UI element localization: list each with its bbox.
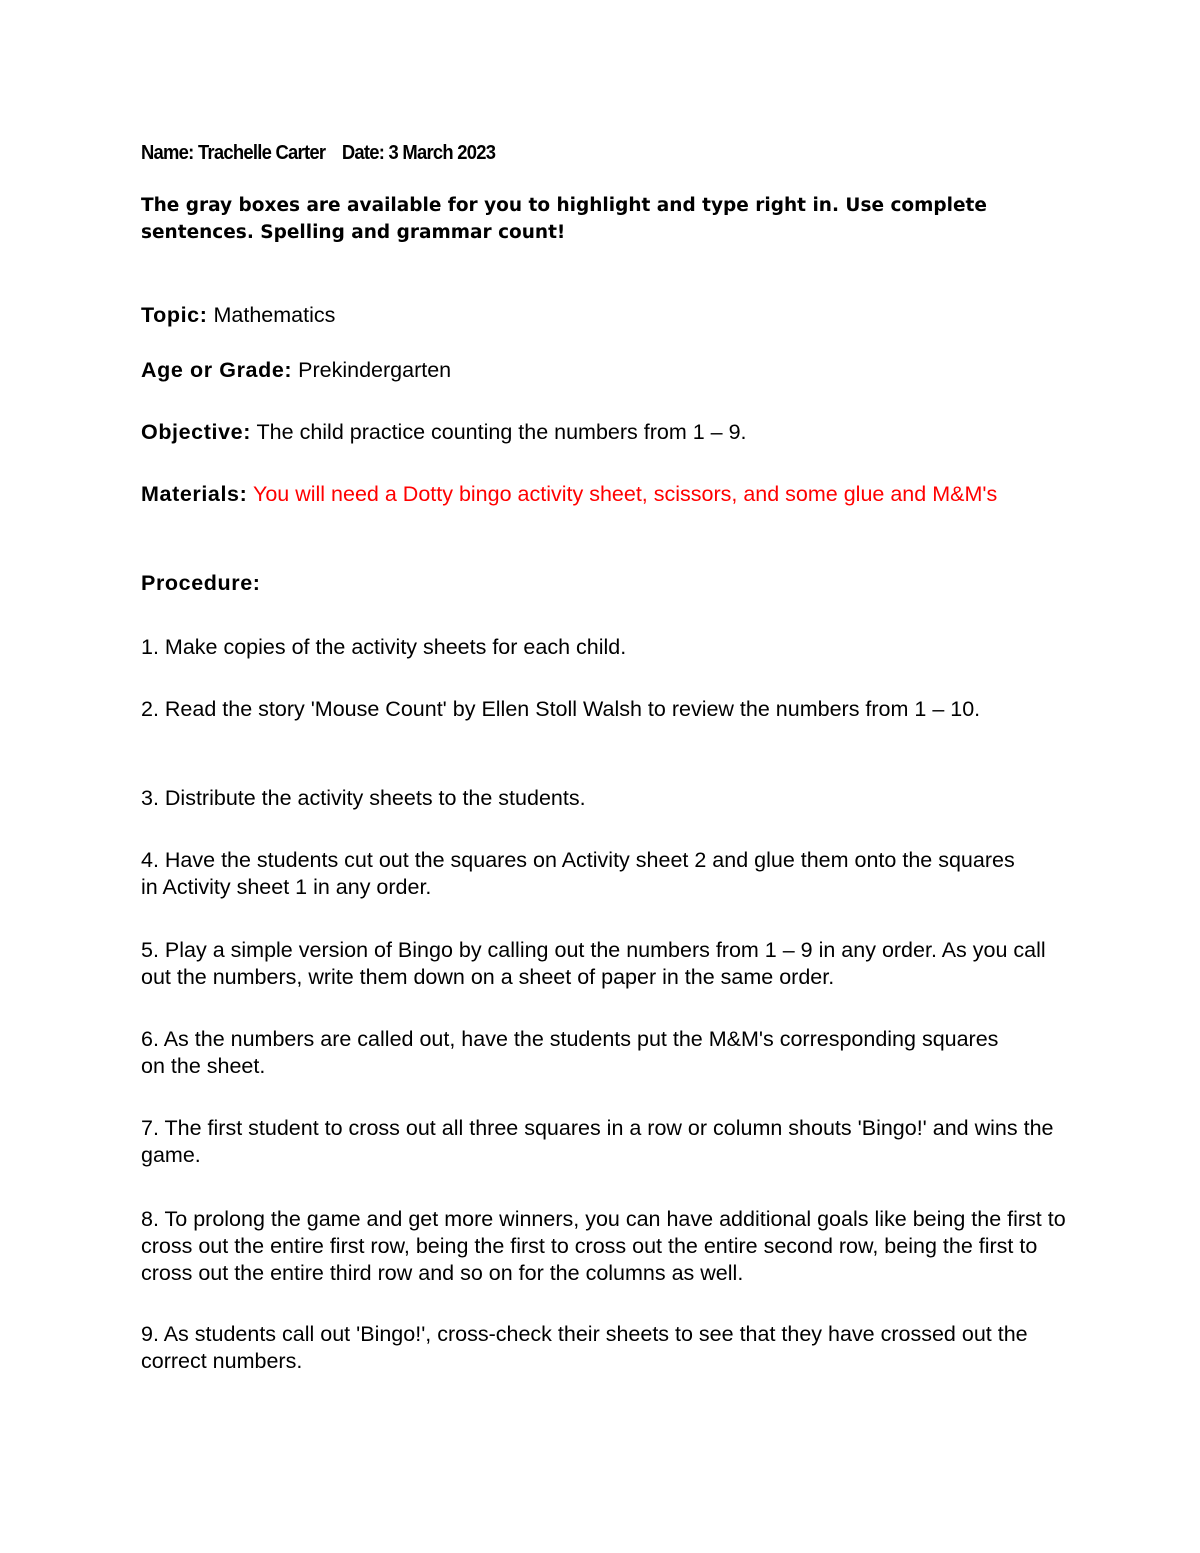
procedure-step-8: 8. To prolong the game and get more winners, you can have additional goals like being the first to cross out the entire first row, being the first to cross out the entire second row, being the first to cross out the entire third row and so on for the columns as well. xyxy=(141,1207,1066,1285)
procedure-heading xyxy=(141,570,1041,597)
procedure-step-3: 3. Distribute the activity sheets to the students. xyxy=(141,786,586,810)
materials-field xyxy=(141,481,1021,508)
procedure-step-6: 6. As the numbers are called out, have the students put the M&M's corresponding squares on the sheet. xyxy=(141,1027,999,1078)
materials-value: You will need a Dotty bingo activity sheet, scissors, and some glue and M&M's xyxy=(252,482,998,506)
topic-label: Topic: xyxy=(141,303,208,327)
materials-label: Materials: xyxy=(141,482,248,506)
procedure-step-5: 5. Play a simple version of Bingo by calling out the numbers from 1 – 9 in any order. As you call out the numbers, write them down on a sheet of paper in the same order. xyxy=(141,938,1046,989)
topic-field xyxy=(141,302,1041,329)
procedure-step-9: 9. As students call out 'Bingo!', cross-check their sheets to see that they have crossed out the correct numbers. xyxy=(141,1322,1028,1373)
objective-value: The child practice counting the numbers from 1 – 9. xyxy=(256,420,747,444)
objective-label: Objective: xyxy=(141,420,251,444)
age-value: Prekindergarten xyxy=(298,358,452,382)
procedure-step-7: 7. The first student to cross out all three squares in a row or column shouts 'Bingo!' and wins the game. xyxy=(141,1116,1054,1167)
objective-field xyxy=(141,419,1041,446)
procedure-step-2: 2. Read the story 'Mouse Count' by Ellen Stoll Walsh to review the numbers from 1 – 10. xyxy=(141,697,981,721)
procedure-label: Procedure: xyxy=(141,571,261,595)
age-field xyxy=(141,357,1041,384)
header-line xyxy=(141,142,495,165)
date-text: Date: 3 March 2023 xyxy=(341,142,496,164)
procedure-step-4: 4. Have the students cut out the squares on Activity sheet 2 and glue them onto the squares in Activity sheet 1 in any order. xyxy=(141,848,1015,899)
instructions-text: The gray boxes are available for you to highlight and type right in. Use complete sentences. Spelling and grammar count! xyxy=(141,195,987,243)
student-name: Name: Trachelle Carter xyxy=(141,142,326,164)
topic-value: Mathematics xyxy=(213,303,336,327)
age-label: Age or Grade: xyxy=(141,358,293,382)
procedure-step-1: 1. Make copies of the activity sheets for each child. xyxy=(141,635,627,659)
